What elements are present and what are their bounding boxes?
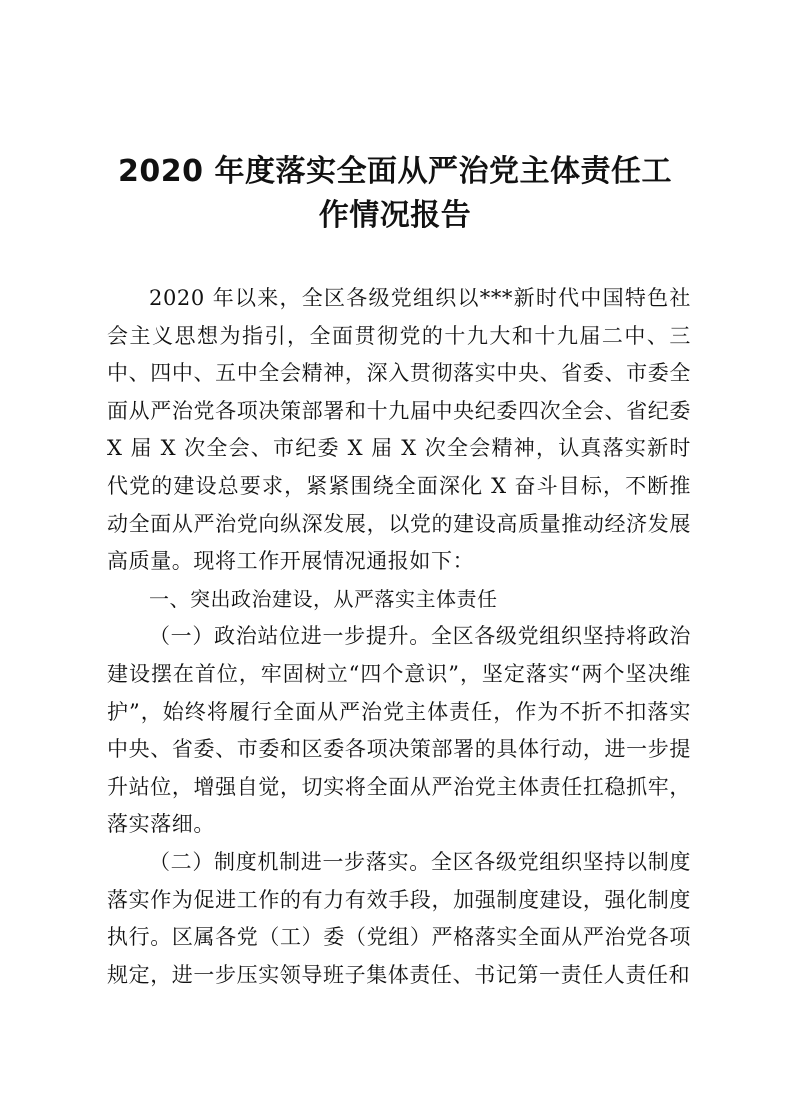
- subsection-paragraph-2: （二）制度机制进一步落实。全区各级党组织坚持以制度落实作为促进工作的有力有效手段，加强制度建设，强化制度执行。区属各党（工）委（党组）严格落实全面从严治党各项规定，进一步压实领导班子集体责任、书记第一责任人责任和: [107, 849, 691, 987]
- intro-paragraph: 2020 年以来，全区各级党组织以***新时代中国特色社会主义思想为指引，全面贯彻党的十九大和十九届二中、三中、四中、五中全会精神，深入贯彻落实中央、省委、市委全面从严治党各项决策部署和十九届中央纪委四次全会、省纪委 X 届 X 次全会、市纪委 X 届 X 次全会精神，认真落实新时代党的建设总要求，紧紧围绕全面深化 X 奋斗目标，不断推动全面从严治党向纵深发展，以党的建设高质量推动经济发展高质量。现将工作开展情况通报如下：: [107, 286, 691, 574]
- document-body: [107, 280, 691, 994]
- subsection-paragraph-1: （一）政治站位进一步提升。全区各级党组织坚持将政治建设摆在首位，牢固树立“四个意识”，坚定落实“两个坚决维护”，始终将履行全面从严治党主体责任，作为不折不扣落实中央、省委、市委和区委各项决策部署的具体行动，进一步提升站位，增强自觉，切实将全面从严治党主体责任扛稳抓牢，落实落细。: [107, 624, 691, 837]
- document-title: 2020 年度落实全面从严治党主体责任工作情况报告: [118, 154, 672, 233]
- section-heading-1: 一、突出政治建设，从严落实主体责任: [149, 586, 498, 611]
